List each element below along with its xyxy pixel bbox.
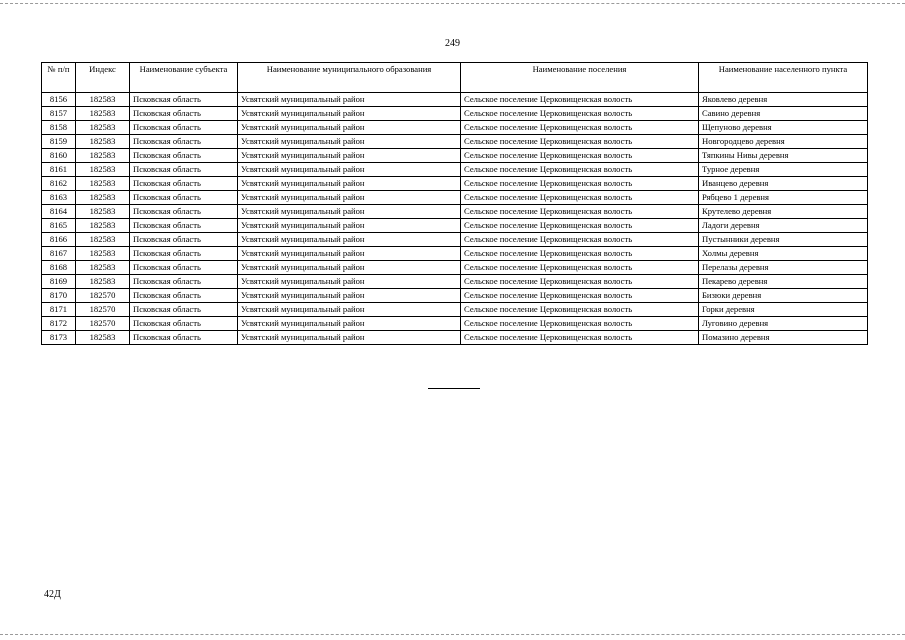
postal-index: 182583 xyxy=(76,149,130,163)
table-row xyxy=(42,303,868,317)
row-number: 8166 xyxy=(42,233,76,247)
settlement-name: Сельское поселение Церковищенская волость xyxy=(461,233,699,247)
municipality-name: Усвятский муниципальный район xyxy=(238,205,461,219)
locality-name: Крутелево деревня xyxy=(699,205,868,219)
table-row xyxy=(42,135,868,149)
municipality-name: Усвятский муниципальный район xyxy=(238,149,461,163)
subject-name: Псковская область xyxy=(130,275,238,289)
locality-name: Помазино деревня xyxy=(699,331,868,345)
municipality-name: Усвятский муниципальный район xyxy=(238,93,461,107)
table-row xyxy=(42,219,868,233)
settlement-name: Сельское поселение Церковищенская волость xyxy=(461,177,699,191)
locality-name: Яковлево деревня xyxy=(699,93,868,107)
table-row xyxy=(42,191,868,205)
municipality-name: Усвятский муниципальный район xyxy=(238,219,461,233)
postal-index: 182570 xyxy=(76,317,130,331)
municipality-name: Усвятский муниципальный район xyxy=(238,331,461,345)
subject-name: Псковская область xyxy=(130,135,238,149)
row-number: 8167 xyxy=(42,247,76,261)
locality-name: Иванцево деревня xyxy=(699,177,868,191)
subject-name: Псковская область xyxy=(130,317,238,331)
header-settlement: Наименование поселения xyxy=(461,63,699,93)
postal-index: 182583 xyxy=(76,247,130,261)
postal-index: 182583 xyxy=(76,107,130,121)
row-number: 8169 xyxy=(42,275,76,289)
table-row xyxy=(42,93,868,107)
table-row xyxy=(42,121,868,135)
locality-name: Щепуново деревня xyxy=(699,121,868,135)
row-number: 8172 xyxy=(42,317,76,331)
table-body xyxy=(42,93,868,345)
table-row xyxy=(42,261,868,275)
subject-name: Псковская область xyxy=(130,177,238,191)
header-index: Индекс xyxy=(76,63,130,93)
settlement-name: Сельское поселение Церковищенская волость xyxy=(461,149,699,163)
subject-name: Псковская область xyxy=(130,331,238,345)
postal-index: 182583 xyxy=(76,331,130,345)
subject-name: Псковская область xyxy=(130,107,238,121)
subject-name: Псковская область xyxy=(130,233,238,247)
header-subject: Наименование субъекта xyxy=(130,63,238,93)
postal-index: 182583 xyxy=(76,135,130,149)
locality-name: Тяпкины Нивы деревня xyxy=(699,149,868,163)
municipality-name: Усвятский муниципальный район xyxy=(238,191,461,205)
footer-code: 42Д xyxy=(44,589,61,600)
settlement-name: Сельское поселение Церковищенская волость xyxy=(461,107,699,121)
settlement-name: Сельское поселение Церковищенская волость xyxy=(461,163,699,177)
row-number: 8168 xyxy=(42,261,76,275)
postal-index: 182583 xyxy=(76,191,130,205)
locality-name: Холмы деревня xyxy=(699,247,868,261)
table-row xyxy=(42,107,868,121)
locality-name: Пекарево деревня xyxy=(699,275,868,289)
postal-index: 182583 xyxy=(76,93,130,107)
settlement-name: Сельское поселение Церковищенская волость xyxy=(461,331,699,345)
row-number: 8162 xyxy=(42,177,76,191)
subject-name: Псковская область xyxy=(130,121,238,135)
municipality-name: Усвятский муниципальный район xyxy=(238,275,461,289)
postal-index: 182583 xyxy=(76,233,130,247)
settlement-name: Сельское поселение Церковищенская волость xyxy=(461,191,699,205)
row-number: 8158 xyxy=(42,121,76,135)
table-row xyxy=(42,275,868,289)
subject-name: Псковская область xyxy=(130,289,238,303)
row-number: 8160 xyxy=(42,149,76,163)
subject-name: Псковская область xyxy=(130,191,238,205)
postal-index: 182583 xyxy=(76,177,130,191)
municipality-name: Усвятский муниципальный район xyxy=(238,289,461,303)
settlement-name: Сельское поселение Церковищенская волость xyxy=(461,121,699,135)
locality-name: Ладоги деревня xyxy=(699,219,868,233)
table-row xyxy=(42,149,868,163)
header-row xyxy=(42,63,868,93)
row-number: 8173 xyxy=(42,331,76,345)
postal-index: 182583 xyxy=(76,261,130,275)
table-row xyxy=(42,163,868,177)
row-number: 8159 xyxy=(42,135,76,149)
municipality-name: Усвятский муниципальный район xyxy=(238,135,461,149)
locality-name: Рябцево 1 деревня xyxy=(699,191,868,205)
postal-index: 182583 xyxy=(76,121,130,135)
locality-name: Горки деревня xyxy=(699,303,868,317)
subject-name: Псковская область xyxy=(130,205,238,219)
row-number: 8163 xyxy=(42,191,76,205)
locality-name: Луговино деревня xyxy=(699,317,868,331)
header-locality: Наименование населенного пункта xyxy=(699,63,868,93)
settlement-name: Сельское поселение Церковищенская волость xyxy=(461,275,699,289)
settlement-name: Сельское поселение Церковищенская волость xyxy=(461,93,699,107)
municipality-name: Усвятский муниципальный район xyxy=(238,107,461,121)
subject-name: Псковская область xyxy=(130,303,238,317)
subject-name: Псковская область xyxy=(130,163,238,177)
settlement-name: Сельское поселение Церковищенская волость xyxy=(461,261,699,275)
row-number: 8171 xyxy=(42,303,76,317)
scan-edge-bottom xyxy=(0,634,905,635)
postal-index: 182583 xyxy=(76,163,130,177)
municipality-name: Усвятский муниципальный район xyxy=(238,233,461,247)
table-row xyxy=(42,233,868,247)
postal-index: 182570 xyxy=(76,289,130,303)
table-row xyxy=(42,177,868,191)
table-header xyxy=(42,63,868,93)
header-municipality: Наименование муниципального образования xyxy=(238,63,461,93)
table-row xyxy=(42,205,868,219)
municipality-name: Усвятский муниципальный район xyxy=(238,261,461,275)
municipality-name: Усвятский муниципальный район xyxy=(238,121,461,135)
locality-name: Пустынники деревня xyxy=(699,233,868,247)
municipality-name: Усвятский муниципальный район xyxy=(238,163,461,177)
postal-index: 182583 xyxy=(76,219,130,233)
municipality-name: Усвятский муниципальный район xyxy=(238,247,461,261)
subject-name: Псковская область xyxy=(130,261,238,275)
row-number: 8165 xyxy=(42,219,76,233)
municipality-name: Усвятский муниципальный район xyxy=(238,177,461,191)
subject-name: Псковская область xyxy=(130,219,238,233)
settlement-name: Сельское поселение Церковищенская волость xyxy=(461,303,699,317)
header-number: № п/п xyxy=(42,63,76,93)
subject-name: Псковская область xyxy=(130,247,238,261)
row-number: 8157 xyxy=(42,107,76,121)
settlement-name: Сельское поселение Церковищенская волость xyxy=(461,135,699,149)
settlement-name: Сельское поселение Церковищенская волость xyxy=(461,247,699,261)
row-number: 8164 xyxy=(42,205,76,219)
municipality-name: Усвятский муниципальный район xyxy=(238,303,461,317)
row-number: 8170 xyxy=(42,289,76,303)
page-number: 249 xyxy=(445,38,460,49)
locality-name: Перелазы деревня xyxy=(699,261,868,275)
table-row xyxy=(42,331,868,345)
locality-name: Турное деревня xyxy=(699,163,868,177)
municipality-name: Усвятский муниципальный район xyxy=(238,317,461,331)
row-number: 8156 xyxy=(42,93,76,107)
postal-index: 182583 xyxy=(76,205,130,219)
settlement-name: Сельское поселение Церковищенская волость xyxy=(461,205,699,219)
subject-name: Псковская область xyxy=(130,93,238,107)
locality-name: Бизюки деревня xyxy=(699,289,868,303)
table-row xyxy=(42,289,868,303)
settlement-name: Сельское поселение Церковищенская волость xyxy=(461,289,699,303)
postal-index: 182570 xyxy=(76,303,130,317)
table-row xyxy=(42,247,868,261)
end-divider xyxy=(428,388,480,389)
settlements-table xyxy=(41,62,868,345)
settlement-name: Сельское поселение Церковищенская волость xyxy=(461,317,699,331)
table-row xyxy=(42,317,868,331)
postal-index: 182583 xyxy=(76,275,130,289)
scan-edge-top xyxy=(0,3,905,4)
subject-name: Псковская область xyxy=(130,149,238,163)
settlement-name: Сельское поселение Церковищенская волость xyxy=(461,219,699,233)
row-number: 8161 xyxy=(42,163,76,177)
locality-name: Новгородцево деревня xyxy=(699,135,868,149)
locality-name: Савино деревня xyxy=(699,107,868,121)
